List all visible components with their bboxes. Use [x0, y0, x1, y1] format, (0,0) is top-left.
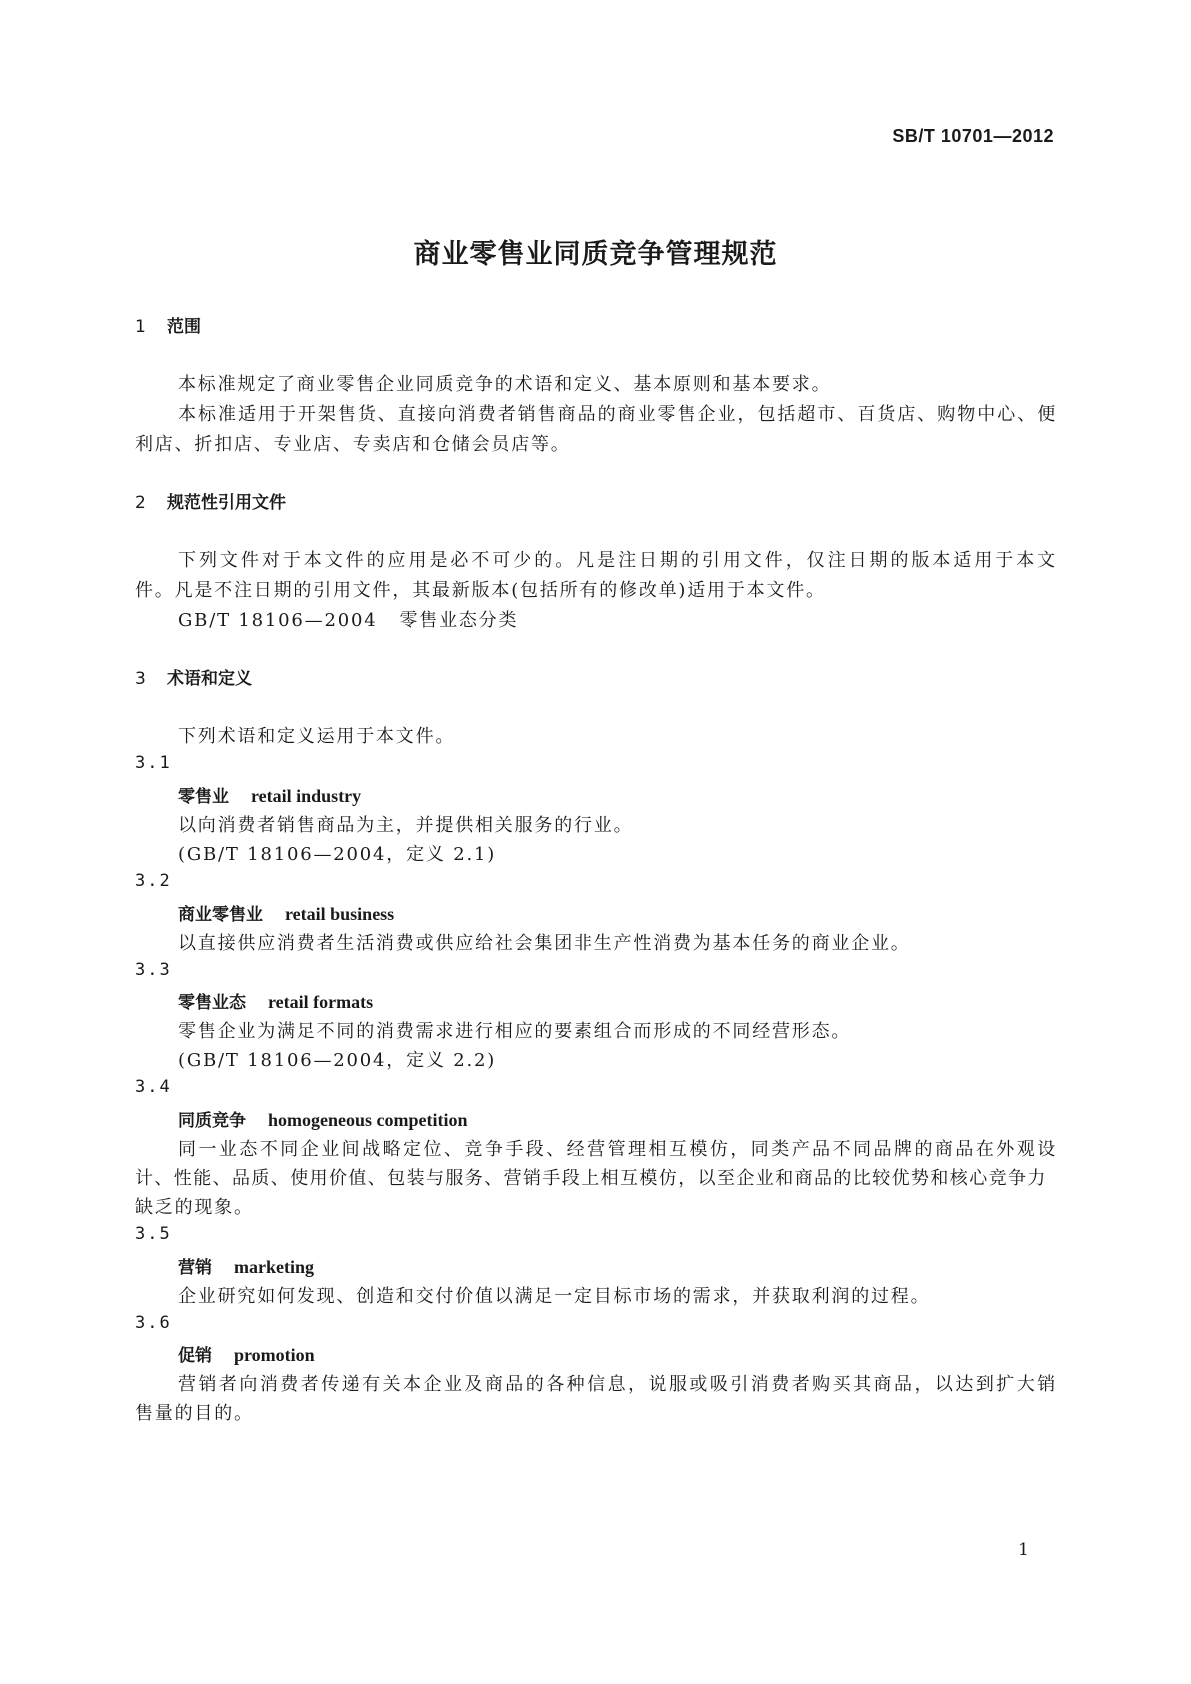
term-en: marketing — [234, 1257, 314, 1277]
document-title: 商业零售业同质竞争管理规范 — [413, 239, 778, 270]
section-title: 术语和定义 — [167, 669, 252, 689]
clause-number: 3.1 — [135, 753, 172, 773]
term-zh: 商业零售业 — [178, 905, 263, 925]
scope-paragraph-1: 本标准规定了商业零售企业同质竞争的术语和定义、基本原则和基本要求。 — [178, 374, 832, 395]
terms-intro: 下列术语和定义运用于本文件。 — [178, 726, 456, 747]
scope-paragraph-2-line-1: 本标准适用于开架售货、直接向消费者销售商品的商业零售企业，包括超市、百货店、购物中心、便 — [178, 404, 1057, 425]
term-definition-line-3: 缺乏的现象。 — [135, 1197, 254, 1218]
term-heading — [178, 1341, 315, 1366]
term-heading — [178, 900, 394, 925]
normative-reference — [178, 606, 518, 632]
scope-paragraph-2-line-2: 利店、折扣店、专业店、专卖店和仓储会员店等。 — [135, 434, 571, 455]
term-heading — [178, 782, 361, 807]
references-paragraph-line-1: 下列文件对于本文件的应用是必不可少的。凡是注日期的引用文件，仅注日期的版本适用于本文 — [178, 550, 1057, 571]
reference-code: GB/T 18106—2004 — [178, 610, 378, 631]
term-definition-line-1: 同一业态不同企业间战略定位、竞争手段、经营管理相互模仿，同类产品不同品牌的商品在外观设 — [178, 1139, 1057, 1160]
term-zh: 零售业态 — [178, 993, 246, 1013]
section-title: 范围 — [167, 317, 201, 337]
term-definition: 以直接供应消费者生活消费或供应给社会集团非生产性消费为基本任务的商业企业。 — [178, 933, 911, 954]
section-1-heading — [135, 312, 201, 337]
term-definition-line-2: 售量的目的。 — [135, 1403, 254, 1424]
clause-number: 3.2 — [135, 871, 172, 891]
section-title: 规范性引用文件 — [167, 493, 286, 513]
section-number: 2 — [135, 493, 146, 513]
term-zh: 零售业 — [178, 787, 229, 807]
section-3-heading — [135, 664, 252, 689]
standard-number: SB/T 10701—2012 — [892, 126, 1054, 146]
term-zh: 营销 — [178, 1258, 212, 1278]
term-zh: 促销 — [178, 1346, 212, 1366]
clause-number: 3.6 — [135, 1313, 172, 1333]
section-number: 1 — [135, 317, 146, 337]
term-definition: 零售企业为满足不同的消费需求进行相应的要素组合而形成的不同经营形态。 — [178, 1021, 852, 1042]
term-source: (GB/T 18106—2004，定义 2.1) — [178, 844, 497, 865]
term-heading — [178, 988, 373, 1013]
references-paragraph-line-2: 件。凡是不注日期的引用文件，其最新版本(包括所有的修改单)适用于本文件。 — [135, 580, 826, 601]
term-heading — [178, 1106, 468, 1131]
clause-number: 3.4 — [135, 1077, 172, 1097]
page-number: 1 — [1018, 1540, 1029, 1560]
term-en: promotion — [234, 1345, 315, 1365]
term-en: retail business — [285, 904, 395, 924]
reference-title: 零售业态分类 — [399, 610, 519, 631]
term-zh: 同质竞争 — [178, 1111, 246, 1131]
section-number: 3 — [135, 669, 146, 689]
term-definition: 以向消费者销售商品为主，并提供相关服务的行业。 — [178, 815, 634, 836]
clause-number: 3.3 — [135, 960, 172, 980]
term-heading — [178, 1253, 314, 1278]
term-en: retail formats — [268, 992, 374, 1012]
term-source: (GB/T 18106—2004，定义 2.2) — [178, 1050, 497, 1071]
section-2-heading — [135, 488, 286, 513]
term-definition-line-2: 计、性能、品质、使用价值、包装与服务、营销手段上相互模仿，以至企业和商品的比较优势和核心竞争力 — [135, 1168, 1047, 1189]
term-en: homogeneous competition — [268, 1110, 468, 1130]
clause-number: 3.5 — [135, 1224, 172, 1244]
term-definition-line-1: 营销者向消费者传递有关本企业及商品的各种信息，说服或吸引消费者购买其商品，以达到扩大销 — [178, 1374, 1057, 1395]
term-definition: 企业研究如何发现、创造和交付价值以满足一定目标市场的需求，并获取利润的过程。 — [178, 1286, 931, 1307]
term-en: retail industry — [251, 786, 362, 806]
